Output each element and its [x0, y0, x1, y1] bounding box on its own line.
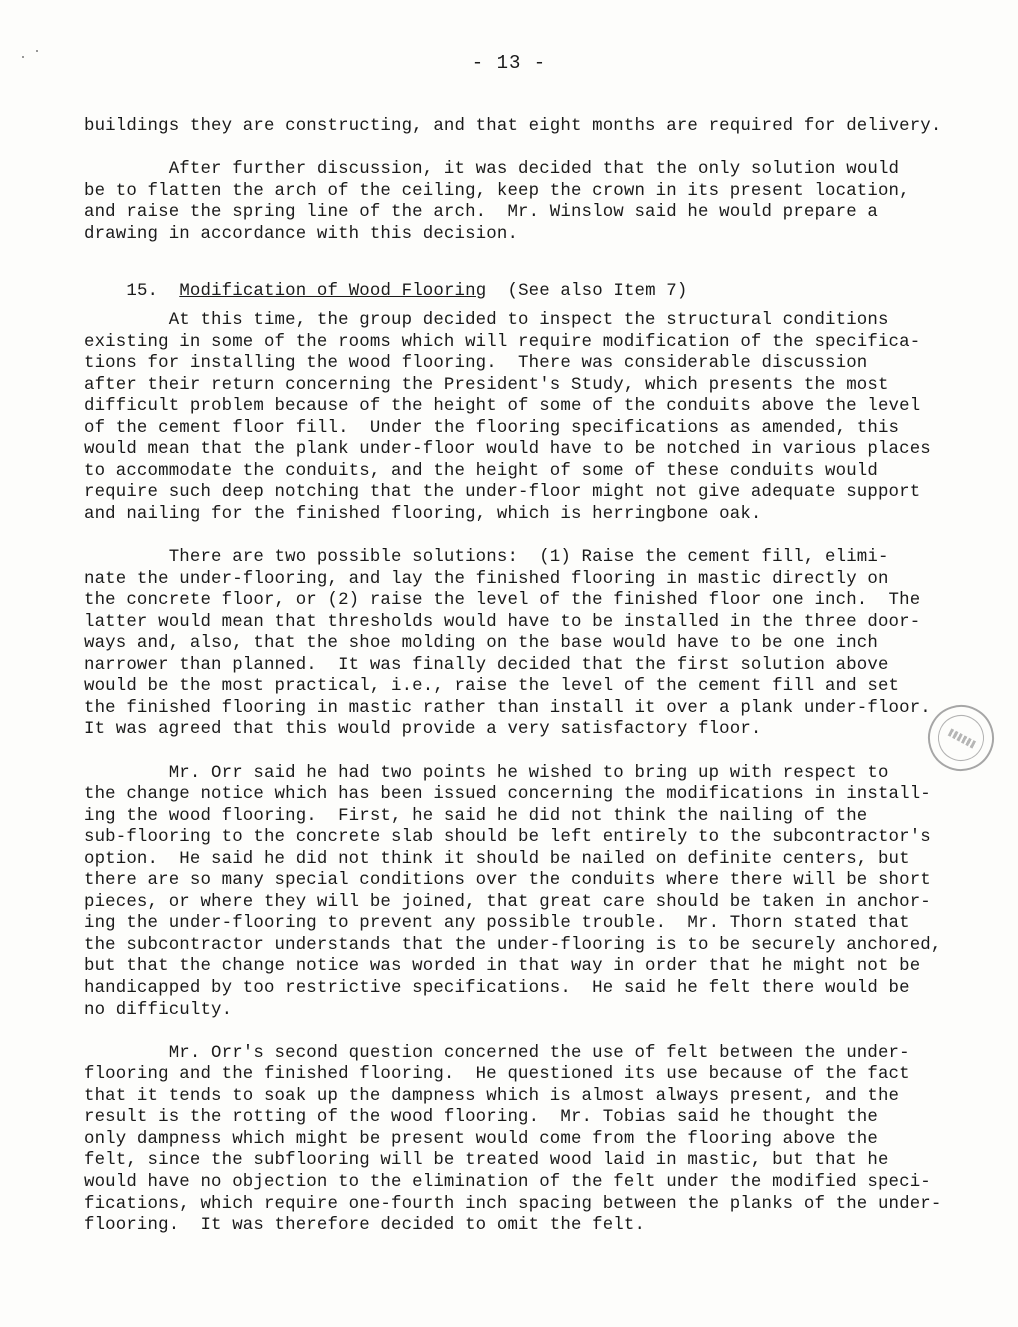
text-line: but that the change notice was worded in that way in order that he might not be [84, 957, 921, 977]
text-line: sub-flooring to the concrete slab should be left entirely to the subcontractor's [84, 828, 931, 848]
text-line: would be the most practical, i.e., raise the level of the cement fill and set [84, 677, 900, 697]
text-line: buildings they are constructing, and that eight months are required for delivery. [84, 117, 942, 136]
text-line: would have no objection to the elimination of the felt under the modified speci- [84, 1172, 931, 1192]
section-number: 15. [126, 281, 159, 301]
text-line: flooring. It was therefore decided to omit the felt. [84, 1216, 646, 1236]
text-line: existing in some of the rooms which will require modification of the specifica- [84, 332, 921, 352]
text-line: would mean that the plank under-floor would have to be notched in various places [84, 440, 931, 460]
text-line: the subcontractor understands that the under-flooring is to be securely anchored, [84, 935, 942, 955]
section-title: Modification of Wood Flooring [179, 281, 487, 301]
text-line: difficult problem because of the height of some of the conduits above the level [84, 397, 921, 417]
text-line: After further discussion, it was decided that the only solution would [84, 160, 900, 180]
text-line: pieces, or where they will be joined, that great care should be taken in anchor- [84, 892, 931, 912]
text-line: and raise the spring line of the arch. Mr. Winslow said he would prepare a [84, 203, 878, 223]
text-line: after their return concerning the President's Study, which presents the most [84, 375, 889, 395]
text-line: ing the under-flooring to prevent any possible trouble. Mr. Thorn stated that [84, 914, 910, 934]
text-line: It was agreed that this would provide a very satisfactory floor. [84, 720, 762, 740]
text-line: ways and, also, that the shoe molding on the base would have to be one inch [84, 634, 878, 654]
text-line: Mr. Orr said he had two points he wished to bring up with respect to [84, 763, 889, 783]
text-line: flooring and the finished flooring. He questioned its use because of the fact [84, 1065, 910, 1085]
text-line: the finished flooring in mastic rather than install it over a plank under-floor. [84, 698, 931, 718]
text-line: only dampness which might be present would come from the flooring above the [84, 1129, 878, 1149]
text-line: drawing in accordance with this decision. [84, 224, 519, 244]
text-line: of the cement floor fill. Under the flooring specifications as amended, this [84, 418, 900, 438]
text-line: and nailing for the finished flooring, which is herringbone oak. [84, 504, 762, 524]
section-heading [84, 263, 687, 320]
text-line: be to flatten the arch of the ceiling, keep the crown in its present location, [84, 181, 910, 201]
text-line: the concrete floor, or (2) raise the level of the finished floor one inch. The [84, 591, 921, 611]
scan-speck [22, 56, 24, 58]
text-line: nate the under-flooring, and lay the finished flooring in mastic directly on [84, 569, 889, 589]
text-line: ing the wood flooring. First, he said he did not think the nailing of the [84, 806, 868, 826]
text-line: latter would mean that thresholds would have to be installed in the three door- [84, 612, 921, 632]
text-line: result is the rotting of the wood flooring. Mr. Tobias said he thought the [84, 1108, 878, 1128]
text-line: no difficulty. [84, 1000, 233, 1020]
text-line: handicapped by too restrictive specifications. He said he felt there would be [84, 979, 910, 998]
text-line: option. He said he did not think it should be nailed on definite centers, but [84, 849, 910, 869]
text-line: At this time, the group decided to inspect the structural conditions [84, 310, 889, 330]
section-note: (See also Item 7) [507, 281, 688, 301]
text-line: fications, which require one-fourth inch spacing between the planks of the under- [84, 1194, 942, 1214]
text-line: the change notice which has been issued concerning the modifications in install- [84, 785, 931, 805]
text-line: there are so many special conditions over the conduits where there will be short [84, 871, 931, 891]
text-line: felt, since the subflooring will be treated wood laid in mastic, but that he [84, 1151, 889, 1171]
text-line: that it tends to soak up the dampness which is almost always present, and the [84, 1086, 900, 1106]
text-line: There are two possible solutions: (1) Raise the cement fill, elimi- [84, 548, 889, 567]
text-line: require such deep notching that the under-floor might not give adequate support [84, 483, 921, 503]
text-line: to accommodate the conduits, and the height of some of these conduits would [84, 461, 878, 481]
text-line: narrower than planned. It was finally decided that the first solution above [84, 655, 889, 675]
scan-speck [36, 50, 38, 52]
text-line: Mr. Orr's second question concerned the use of felt between the under- [84, 1043, 910, 1063]
page-number: - 13 - [471, 52, 547, 74]
text-line: tions for installing the wood flooring. There was considerable discussion [84, 354, 868, 374]
